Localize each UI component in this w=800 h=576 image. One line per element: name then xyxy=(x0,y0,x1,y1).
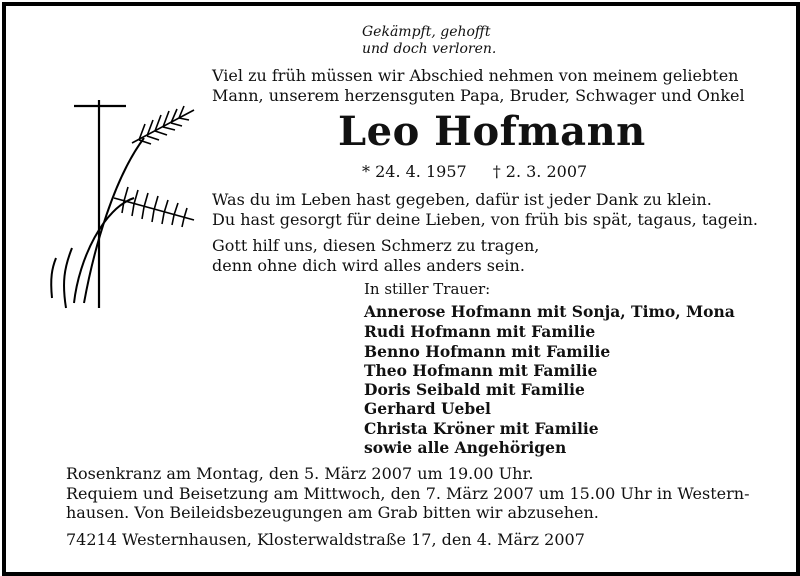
mourner-line: Doris Seibald mit Familie xyxy=(364,380,585,399)
service-line: Requiem und Beisetzung am Mittwoch, den 7. März 2007 um 15.00 Uhr in Western- xyxy=(66,484,750,503)
mourning-label: In stiller Trauer: xyxy=(364,280,491,298)
birth-date: * 24. 4. 1957 xyxy=(362,162,467,181)
intro-line: Viel zu früh müssen wir Abschied nehmen von meinem geliebten xyxy=(212,66,739,85)
mourner-line: Rudi Hofmann mit Familie xyxy=(364,322,596,341)
address-line: 74214 Westernhausen, Klosterwaldstraße 17, den 4. März 2007 xyxy=(66,530,585,549)
verse-line: denn ohne dich wird alles anders sein. xyxy=(212,256,525,275)
mourner-line: Theo Hofmann mit Familie xyxy=(364,361,598,380)
mourner-line: Christa Kröner mit Familie xyxy=(364,419,599,438)
mourner-line: Annerose Hofmann mit Sonja, Timo, Mona xyxy=(364,302,735,321)
verse-line: Du hast gesorgt für deine Lieben, von früh bis spät, tagaus, tagein. xyxy=(212,210,758,229)
mourner-line: Benno Hofmann mit Familie xyxy=(364,342,611,361)
mourner-line: sowie alle Angehörigen xyxy=(364,438,567,457)
verse-line: Was du im Leben hast gegeben, dafür ist jeder Dank zu klein. xyxy=(212,190,712,209)
intro-line: Mann, unserem herzensguten Papa, Bruder, Schwager und Onkel xyxy=(212,86,745,105)
deceased-name: Leo Hofmann xyxy=(338,108,646,155)
service-line: Rosenkranz am Montag, den 5. März 2007 um 19.00 Uhr. xyxy=(66,464,534,483)
service-line: hausen. Von Beileidsbezeugungen am Grab bitten wir abzusehen. xyxy=(66,503,599,522)
life-dates xyxy=(362,162,587,181)
cross-and-wheat-icon xyxy=(44,98,204,310)
death-date: † 2. 3. 2007 xyxy=(492,162,588,181)
verse-line: Gott hilf uns, diesen Schmerz zu tragen, xyxy=(212,236,540,255)
motto-line: und doch verloren. xyxy=(362,41,497,57)
mourner-line: Gerhard Uebel xyxy=(364,399,491,418)
motto-line: Gekämpft, gehofft xyxy=(362,24,491,40)
